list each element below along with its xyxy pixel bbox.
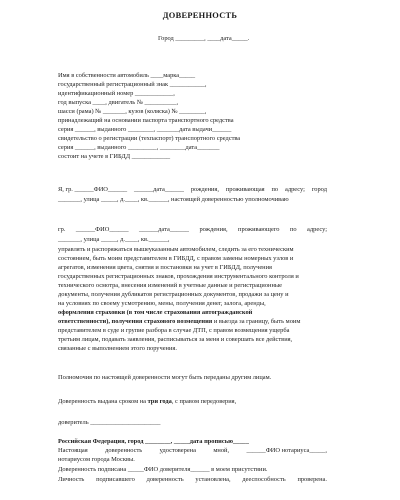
agent-word: проживающего <box>238 226 280 233</box>
vehicle-line-3: идентификационный номер ____________, <box>58 90 175 97</box>
authority-line: агрегатов, изменения цвета, снятия и постановки на учет в ГИБДД, получения <box>58 264 272 271</box>
notary-word: проверена. <box>297 476 327 483</box>
notary-line-4: Доверенность подписана _____ФИО доверителя______ в моем присутствии. <box>58 466 268 473</box>
authority-line: третьим лицам, подавать заявления, расписываться за меня и совершать все действия, <box>58 336 293 343</box>
principal-word: адресу; <box>285 186 305 193</box>
authority-line: технического осмотра, внесения изменений в учетные данные и регистрационные <box>58 282 283 289</box>
vehicle-line-4: год выпуска ____, двигатель № __________, <box>58 99 179 106</box>
principal-signature: доверитель ______________________ <box>58 419 161 426</box>
principal-line-2: _______, улица _____, д.____, кв.______, настоящей доверенностью уполномочиваю <box>58 196 289 203</box>
validity-term: три года <box>147 398 172 405</box>
insurance-bold-text: ответственности), получения страхового возмещения <box>58 318 213 325</box>
document-title: ДОВЕРЕННОСТЬ <box>162 11 238 20</box>
vehicle-line-9: серия ______, выданного _________, ________дата_______ <box>58 144 220 151</box>
principal-line-1 <box>58 186 327 193</box>
principal-word: ______дата______ <box>133 186 184 193</box>
agent-line-1 <box>58 226 327 233</box>
insurance-rest-text: и выезда за границу, быть моим <box>212 318 301 325</box>
authority-line: государственных регистрационных знаков, прохождения инструментального контроля и <box>58 273 299 280</box>
principal-word: по <box>271 186 279 193</box>
notary-word: ______ФИО нотариуса_____, <box>246 447 327 454</box>
validity-prefix: Доверенность выдана сроком на <box>58 398 148 405</box>
vehicle-line-6: принадлежащий на основании паспорта транспортного средства <box>58 117 234 124</box>
validity-line <box>58 398 236 405</box>
insurance-line-bold: оформления страховки (в том числе страхования автогражданской <box>58 309 253 316</box>
validity-suffix: , с правом передоверия, <box>171 398 237 405</box>
agent-word: ______дата______ <box>138 226 189 233</box>
notary-word: установлена, <box>195 476 231 483</box>
vehicle-line-8: свидетельство о регистрации (техпаспорт) транспортного средства <box>58 135 241 142</box>
notary-word: мной, <box>213 447 230 454</box>
authority-line: на условиях по своему усмотрению, мены, получения денег, залога, аренды, <box>58 300 266 307</box>
notary-word: подписавшего <box>96 476 135 483</box>
notary-word: доверенность <box>146 476 184 483</box>
authority-line: документы, получения дубликатов регистрационных документов, продажи за цену и <box>58 291 289 298</box>
vehicle-line-2: государственный регистрационный знак ___________, <box>58 81 207 88</box>
notary-line-3: нотариусом города Москвы. <box>58 456 135 463</box>
principal-word: Я, гр. ______ФИО______ <box>58 186 128 193</box>
vehicle-line-5: шасси (рама) № _______, кузов (коляска) № ________, <box>58 108 207 115</box>
notary-word: Личность <box>58 476 85 483</box>
agent-word: рождения, <box>199 226 228 233</box>
notary-word: доверенность <box>105 447 143 454</box>
agent-word: ______ФИО______ <box>75 226 129 233</box>
agent-word: адресу; <box>307 226 327 233</box>
agent-line-2: _______, улица _____, д.____, кв.______, <box>58 236 170 243</box>
notary-line-2 <box>58 447 327 454</box>
notary-word: удостоверена <box>159 447 196 454</box>
insurance-line-2 <box>58 318 300 325</box>
notary-line-5 <box>58 476 327 483</box>
vehicle-line-10: состоит на учете в ГИБДД ____________ <box>58 153 171 160</box>
authority-line: представителем в суде и групие разбора в случае ДТП, с правом возмещения ущерба <box>58 327 290 334</box>
vehicle-line-1: Имя в собственности автомобиль ____марка_____ <box>58 72 196 79</box>
notary-word: дееспособность <box>242 476 286 483</box>
principal-word: город <box>311 186 327 193</box>
authority-line: состоянием, быть моим представителем в ГИБДД, с правом замены номерных узлов и <box>58 255 294 262</box>
notary-city-date: Российская Федерация, город ________, _____дата прописью_____ <box>58 438 249 445</box>
notary-line-1 <box>58 438 249 445</box>
authority-line: связанные с выполнением этого поручения. <box>58 345 177 352</box>
authority-line: управлять и распоряжаться вышеуказанным автомобилем, следить за его техническим <box>58 246 294 253</box>
vehicle-line-7: серия ______, выданного ________, _______дата выдачи______ <box>58 126 232 133</box>
principal-word: рождения, <box>190 186 219 193</box>
principal-word: проживающая <box>225 186 265 193</box>
transfer-note: Полномочия по настоящей доверенности могут быть переданы другим лицам. <box>58 374 272 381</box>
city-date-line: Город _________, ____дата_____. <box>158 35 250 42</box>
agent-word: гр. <box>58 226 66 233</box>
notary-word: Настоящая <box>58 447 88 454</box>
agent-word: по <box>289 226 297 233</box>
